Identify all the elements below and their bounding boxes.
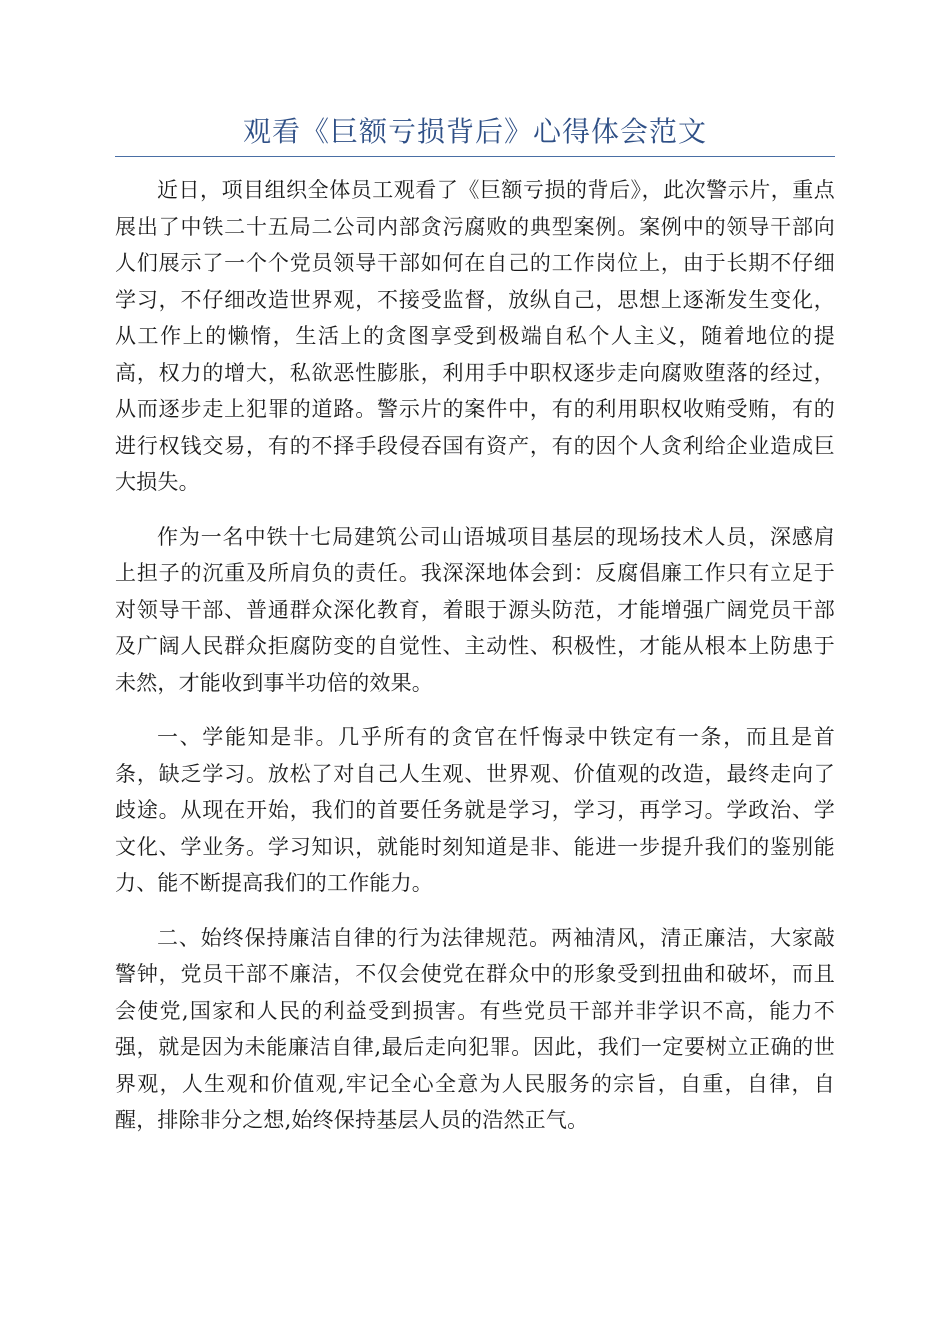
paragraph-4: 二、始终保持廉洁自律的行为法律规范。两袖清风，清正廉洁，大家敲警钟，党员干部不廉洁，不仅会使党在群众中的形象受到扭曲和破坏，而且会使党,国家和人民的利益受到损害。有些党员干部并非学识不高，能力不强，就是因为未能廉洁自律,最后走向犯罪。因此，我们一定要树立正确的世界观，人生观和价值观,牢记全心全意为人民服务的宗旨，自重，自律，自醒，排除非分之想,始终保持基层人员的浩然正气。 [115,925,835,1132]
paragraph-3: 一、学能知是非。几乎所有的贪官在忏悔录中铁定有一条，而且是首条，缺乏学习。放松了对自己人生观、世界观、价值观的改造，最终走向了歧途。从现在开始，我们的首要任务就是学习，学习，再学习。学政治、学文化、学业务。学习知识，就能时刻知道是非、能进一步提升我们的鉴别能力、能不断提高我们的工作能力。 [115,725,835,895]
page-title: 观看《巨额亏损背后》心得体会范文 [242,115,707,148]
document-body [115,172,835,1157]
paragraph-1: 近日，项目组织全体员工观看了《巨额亏损的背后》，此次警示片，重点展出了中铁二十五局二公司内部贪污腐败的典型案例。案例中的领导干部向人们展示了一个个党员领导干部如何在自己的工作岗位上，由于长期不仔细学习，不仔细改造世界观，不接受监督，放纵自己，思想上逐渐发生变化，从工作上的懒惰，生活上的贪图享受到极端自私个人主义，随着地位的提高，权力的增大，私欲恶性膨胀，利用手中职权逐步走向腐败堕落的经过，从而逐步走上犯罪的道路。警示片的案件中，有的利用职权收贿受贿，有的进行权钱交易，有的不择手段侵吞国有资产，有的因个人贪利给企业造成巨大损失。 [115,178,835,494]
title-block [115,110,835,157]
paragraph-2: 作为一名中铁十七局建筑公司山语城项目基层的现场技术人员，深感肩上担子的沉重及所肩负的责任。我深深地体会到：反腐倡廉工作只有立足于对领导干部、普通群众深化教育，着眼于源头防范，才能增强广阔党员干部及广阔人民群众拒腐防变的自觉性、主动性、积极性，才能从根本上防患于未然，才能收到事半功倍的效果。 [115,524,835,695]
